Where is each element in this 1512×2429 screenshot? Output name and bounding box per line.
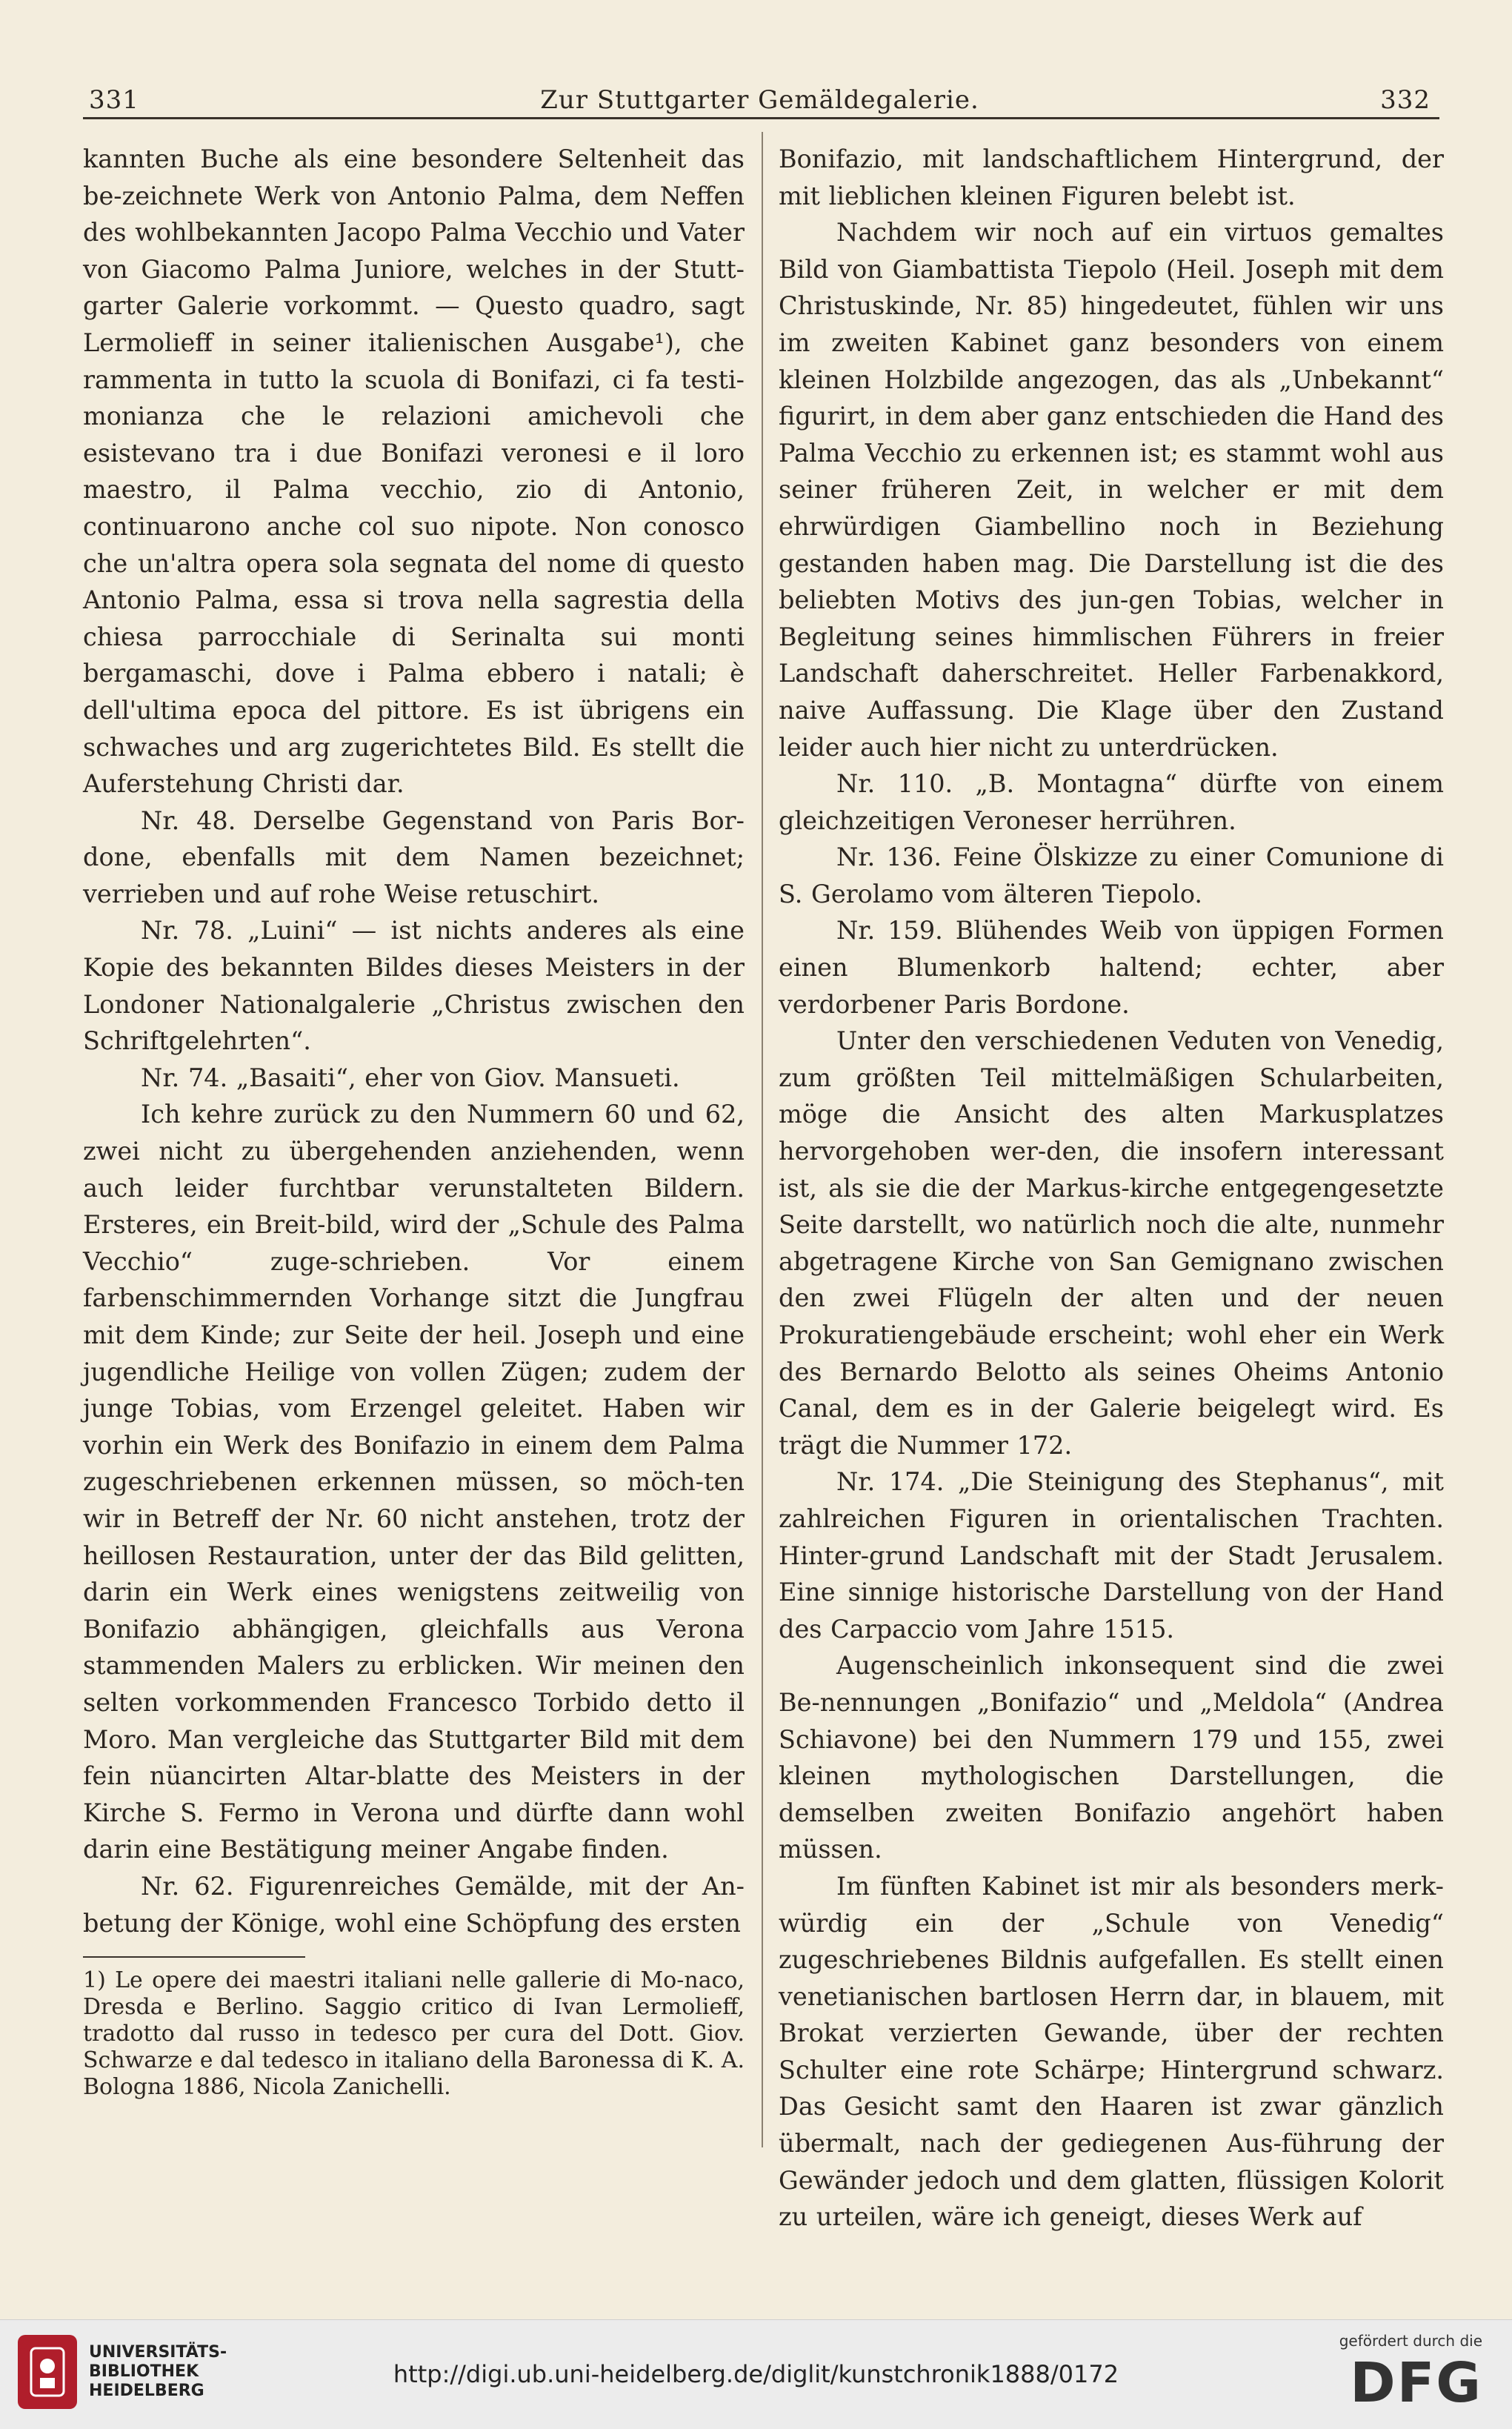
funder-logo[interactable]	[1339, 2332, 1482, 2416]
paragraph: Nachdem wir noch auf ein virtuos gemaltes Bild von Giambattista Tiepolo (Heil. Joseph mit dem Christuskinde, Nr. 85) hingedeutet, fühlen wir uns im zweiten Kabinet ganz besonders von einem kleinen Holzbilde angezogen, das als „Unbekannt“ figurirt, in dem aber ganz entschieden die Hand des Palma Vecchio zu erkennen ist; es stammt wohl aus seiner früheren Zeit, in welcher er mit dem ehrwürdigen Giambellino noch in Beziehung gestanden haben mag. Die Darstellung ist die des beliebten Motivs des jun-gen Tobias, welcher in Begleitung seines himmlischen Führers in freier Landschaft daherschreitet. Heller Farbenakkord, naive Auffassung. Die Klage über den Zustand leider auch hier nicht zu unterdrücken.	[779, 218, 1444, 762]
paragraph: Im fünften Kabinet ist mir als besonders merk-würdig ein der „Schule von Venedig“ zugeschriebenes Bildnis aufgefallen. Es stellt einen venetianischen bartlosen Herrn dar, in blauem, mit Brokat verzierten Gewande, über der rechten Schulter eine rote Schärpe; Hintergrund schwarz. Das Gesicht samt den Haaren ist zwar gänzlich übermalt, nach der gediegenen Aus-führung der Gewänder jedoch und dem glatten, flüssigen Kolorit zu urteilen, wäre ich geneigt, dieses Werk auf	[779, 1871, 1444, 2232]
page-number-left: 331	[89, 85, 139, 115]
footnote-rule	[83, 1956, 305, 1958]
left-column	[83, 141, 745, 1941]
paragraph: Nr. 78. „Luini“ — ist nichts anderes als eine Kopie des bekannten Bildes dieses Meisters in der Londoner Nationalgalerie „Christus zwischen den Schriftgelehrten“.	[83, 916, 745, 1056]
footnote: 1) Le opere dei maestri italiani nelle gallerie di Mo-naco, Dresda e Berlino. Saggio critico di Ivan Lermolieff, tradotto dal russo in tedesco per cura del Dott. Giov. Schwarze e dal tedesco in italiano della Baronessa di K. A. Bologna 1886, Nicola Zanichelli.	[83, 1967, 745, 2100]
paragraph: Nr. 74. „Basaiti“, eher von Giov. Mansueti.	[141, 1063, 680, 1092]
library-line-3: HEIDELBERG	[89, 2382, 204, 2400]
paragraph: Nr. 62. Figurenreiches Gemälde, mit der An-betung der Könige, wohl eine Schöpfung des ersten	[83, 1871, 745, 1938]
paragraph: Nr. 174. „Die Steinigung des Stephanus“, mit zahlreichen Figuren in orientalischen Trachten. Hinter-grund Landschaft mit der Stadt Jerusalem. Eine sinnige historische Darstellung von der Hand des Carpaccio vom Jahre 1515.	[779, 1467, 1444, 1644]
column-divider	[762, 132, 763, 2147]
page-number-right: 332	[1380, 85, 1431, 115]
paragraph: Unter den verschiedenen Veduten von Venedig, zum größten Teil mittelmäßigen Schularbeiten, möge die Ansicht des alten Markusplatzes hervorgehoben wer-den, die insofern interessant ist, als sie die der Markus-kirche entgegengesetzte Seite darstellt, wo natürlich noch die alte, nunmehr abgetragene Kirche von San Gemignano zwischen den zwei Flügeln der alten und der neuen Prokuratiengebäude erscheint; wohl eher ein Werk des Bernardo Belotto als seines Oheims Antonio Canal, dem es in der Galerie beigelegt wird. Es trägt die Nummer 172.	[779, 1026, 1444, 1460]
funder-caption: gefördert durch die	[1339, 2332, 1482, 2350]
viewer-footer	[0, 2319, 1512, 2429]
paragraph: Augenscheinlich inkonsequent sind die zwei Be-nennungen „Bonifazio“ und „Meldola“ (Andrea Schiavone) bei den Nummern 179 und 155, zwei kleinen mythologischen Darstellungen, die demselben zweiten Bonifazio angehört haben müssen.	[779, 1651, 1444, 1864]
paragraph: Bonifazio, mit landschaftlichem Hintergrund, der mit lieblichen kleinen Figuren belebt ist.	[779, 144, 1444, 210]
paragraph: kannten Buche als eine besondere Seltenheit das be-zeichnete Werk von Antonio Palma, dem Neffen des wohlbekannten Jacopo Palma Vecchio und Vater von Giacomo Palma Juniore, welches in der Stutt-garter Galerie vorkommt. — Questo quadro, sagt Lermolieff in seiner italienischen Ausgabe¹), che rammenta in tutto la scuola di Bonifazi, ci fa testi-monianza che le relazioni amichevoli che esistevano tra i due Bonifazi veronesi e il loro maestro, il Palma vecchio, zio di Antonio, continuarono anche col suo nipote. Non conosco che un'altra opera sola segnata del nome di questo Antonio Palma, essa si trova nella sagrestia della chiesa parrocchiale di Serinalta sui monti bergamaschi, dove i Palma ebbero i natali; è dell'ultima epoca del pittore. Es ist übrigens ein schwaches und arg zugerichtetes Bild. Es stellt die Auferstehung Christi dar.	[83, 144, 745, 799]
paragraph: Nr. 110. „B. Montagna“ dürfte von einem gleichzeitigen Veroneser herrühren.	[779, 769, 1444, 835]
library-line-2: BIBLIOTHEK	[89, 2362, 199, 2381]
header-rule	[83, 117, 1439, 119]
dfg-logo: DFG	[1350, 2351, 1482, 2415]
running-title: Zur Stuttgarter Gemäldegalerie.	[540, 85, 979, 115]
right-column	[779, 141, 1444, 2236]
paragraph: Ich kehre zurück zu den Nummern 60 und 62, zwei nicht zu übergehenden anziehenden, wenn auch leider furchtbar verunstalteten Bildern. Ersteres, ein Breit-bild, wird der „Schule des Palma Vecchio“ zuge-schrieben. Vor einem farbenschimmernden Vorhange sitzt die Jungfrau mit dem Kinde; zur Seite der heil. Joseph und eine jugendliche Heilige von vollen Zügen; zudem der junge Tobias, vom Erzengel geleitet. Haben wir vorhin ein Werk des Bonifazio in einem dem Palma zugeschriebenen erkennen müssen, so möch-ten wir in Betreff der Nr. 60 nicht anstehen, trotz der heillosen Restauration, unter der das Bild gelitten, darin ein Werk eines wenigstens zeitweilig von Bonifazio abhängigen, gleichfalls aus Verona stammenden Malers zu erblicken. Wir meinen den selten vorkommenden Francesco Torbido detto il Moro. Man vergleiche das Stuttgarter Bild mit dem fein nüancirten Altar-blatte des Meisters in der Kirche S. Fermo in Verona und dürfte dann wohl darin eine Bestätigung meiner Angabe finden.	[83, 1100, 745, 1864]
paragraph: Nr. 136. Feine Ölskizze zu einer Comunione di S. Gerolamo vom älteren Tiepolo.	[779, 843, 1444, 908]
running-header	[89, 70, 1431, 115]
paragraph: Nr. 48. Derselbe Gegenstand von Paris Bor-done, ebenfalls mit dem Namen bezeichnet; verrieben und auf rohe Weise retuschirt.	[83, 805, 745, 908]
library-line-1: UNIVERSITÄTS-	[89, 2343, 227, 2362]
paragraph: Nr. 159. Blühendes Weib von üppigen Formen einen Blumenkorb haltend; echter, aber verdorbener Paris Bordone.	[779, 916, 1444, 1019]
permalink-url[interactable]: http://digi.ub.uni-heidelberg.de/diglit/kunstchronik1888/0172	[393, 2360, 1119, 2388]
